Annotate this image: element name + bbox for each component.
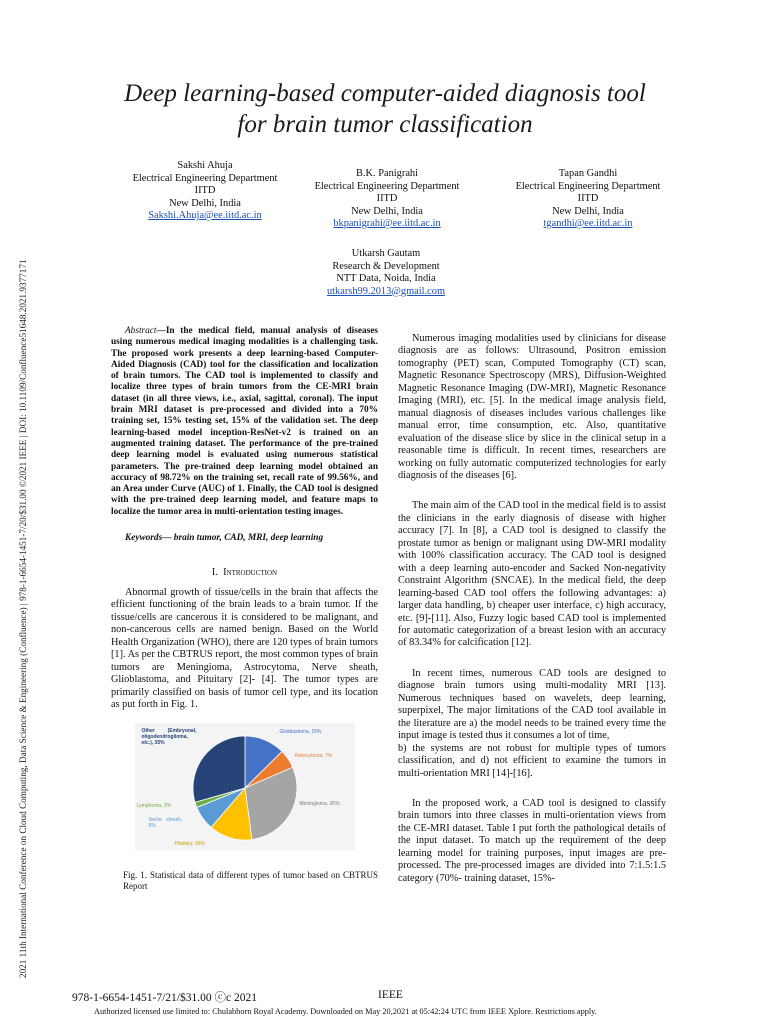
abstract-text: —In the medical field, manual analysis of diseases using numerous medical imaging modalities is a challenging task. The proposed work presents a deep learning-based Computer-Aided Diagnosis (CAD) tool for the classification and localization of brain tumors. The CAD tool is implemented to classify and localize three types of brain tumors from the CE-MRI brain dataset (in all three views, i.e., axial, sagittal, coronal). The input brain MRI dataset is pre-processed and divided into a 70% training set, 15% testing set, 15% of the validation set. The deep learning-based model inception-ResNet-v2 is trained on an augmented training dataset. The performance of the pre-trained deep learning model is evaluated using numerous statistical parameters. The pre-trained deep learning model obtained an accuracy of 98.72% on the training set, recall rate of 99.56%, and an Area under Curve (AUC) of 1. Finally, the CAD tool is designed with the pre-trained deep learning model, and feature maps to localize the tumor area in multi-orientation testing images.: [111, 326, 378, 517]
author-block-2: [277, 168, 497, 231]
author-org: IITD: [577, 193, 599, 204]
section-heading-introduction: [111, 567, 378, 579]
keywords: Keywords— brain tumor, CAD, MRI, deep learning: [125, 533, 324, 544]
pie-label-meningioma: Meningioma, 35%: [299, 801, 340, 808]
section-title: Introduction: [223, 566, 278, 578]
pie-label-astrocytoma: Astrocytoma, 7%: [294, 753, 333, 760]
figure-1-pie-chart: [135, 723, 355, 850]
author-org: IITD: [376, 193, 398, 204]
author-email-link[interactable]: bkpanigrahi@ee.iitd.ac.in: [333, 218, 441, 229]
pie-label-glioblastoma: Glioblastoma, 15%: [279, 729, 322, 736]
pie-label-nerve-sheath: Nerve sheath, 9%: [148, 817, 183, 830]
author-dept: Research & Development: [332, 260, 440, 272]
author-location: New Delhi, India: [169, 197, 241, 209]
right-paragraph-4: In the proposed work, a CAD tool is designed to classify brain tumors into three classes in multi-orientation views from the CE-MRI dataset. Table I put forth the pathological details of the input dataset. To match up the requirement of the deep learning model for training purposes, input images are pre-processed. The pre-processed images are divided into 7:1.5:1.5 category (70%- training dataset, 15%-: [398, 797, 666, 884]
author-location: New Delhi, India: [351, 205, 423, 217]
right-column: [398, 333, 666, 885]
footer-isbn: 978-1-6654-1451-7/21/$31.00 ⓒc 2021: [72, 992, 257, 1004]
right-paragraph-3b: b) the systems are not robust for multiple types of tumors classification, and d) not efficient to examine the tumors in multi-orientation MRI [14]-[16].: [398, 742, 666, 779]
right-paragraph-3: In recent times, numerous CAD tools are designed to diagnose brain tumors using multi-modality MRI [13]. Numerous techniques based on wavelets, deep learning, superpixel, The major limitations of the CAD tool available in the literature are a) the model needs to be trained every time the input image is tested thus it consumes a lot of time,: [398, 667, 666, 742]
paper-title: [80, 78, 690, 140]
author-block-3: [478, 168, 698, 231]
footer-ieee: IEEE: [378, 989, 403, 1001]
author-name: Utkarsh Gautam: [351, 248, 421, 259]
abstract-label: Abstract: [125, 326, 157, 336]
left-column: [111, 326, 378, 891]
author-dept: Electrical Engineering Department: [132, 172, 278, 184]
author-org: NTT Data, Noida, India: [336, 273, 436, 284]
author-dept: Electrical Engineering Department: [314, 180, 460, 192]
author-name: Sakshi Ahuja: [177, 160, 233, 171]
right-paragraph-2: The main aim of the CAD tool in the medical field is to assist the clinicians in the early diagnosis of disease with higher accuracy [7]. In [8], a CAD tool is designed to classify the prostate tumor as benign or malignant using DW-MRI modality with 100% classification accuracy. The CAD tool is designed with a deep learning auto-encoder and Sacked Non-negativity Constraint Algorithm (SNCAE). In the medical field, the deep learning-based CAD tool offers the following advantages: a) larger data handling, b) cheaper user interface, c) high accuracy, etc. [9]-[11]. Also, Fuzzy logic based CAD tool is implemented for automatic categorization of a breast lesion with an accuracy of 83.34% for calcification [12].: [398, 500, 666, 649]
author-block-4: [276, 248, 496, 298]
section-number: I.: [211, 566, 218, 578]
figure-1-caption: Fig. 1. Statistical data of different types of tumor based on CBTRUS Report: [123, 870, 378, 891]
abstract: [111, 326, 378, 518]
author-email-link[interactable]: tgandhi@ee.iitd.ac.in: [543, 218, 633, 229]
author-email-link[interactable]: Sakshi.Ahuja@ee.iitd.ac.in: [148, 210, 262, 221]
author-email-link[interactable]: utkarsh99.2013@gmail.com: [326, 285, 446, 297]
pie-label-lymphoma: Lymphoma, 2%: [136, 803, 172, 810]
author-dept: Electrical Engineering Department: [515, 180, 661, 192]
title-line-2: for brain tumor classification: [237, 111, 533, 138]
author-location: New Delhi, India: [552, 205, 624, 217]
author-org: IITD: [194, 185, 216, 196]
author-name: Tapan Gandhi: [558, 168, 618, 179]
pie-label-other: Other (Embryonal, oligodendroglioma, etc.), 35%: [141, 728, 197, 747]
footer-license: Authorized licensed use limited to: Chulabhorn Royal Academy. Downloaded on May 20,2021 at 05:42:24 UTC from IEEE Xplore. Restrictions apply.: [94, 1007, 597, 1016]
conference-side-text: 2021 11th International Conference on Cloud Computing, Data Science & Engineering (Confluence) | 978-1-6654-1451-7/20/$31.00 ©2021 IEEE | DOI: 10.1109/Confluence51648.2021.9377171: [18, 259, 28, 978]
intro-paragraph-1: Abnormal growth of tissue/cells in the brain that affects the efficient functioning of the brain leads to a brain tumor. If the tissue/cells are cancerous it is considered to be malignant, and non-cancerous cells are named benign. Based on the World Health Organization (WHO), there are 120 types of brain tumors [1]. As per the CBTRUS report, the most common types of brain tumors are Meningioma, Astrocytoma, Nerve sheath, Glioblastoma, and Pituitary [2]- [4]. The tumor types are primarily classified on basis of tumor cell type, and its location as put forth in Fig. 1.: [111, 586, 378, 711]
right-paragraph-1: Numerous imaging modalities used by clinicians for disease diagnosis are as follows: Ultrasound, Positron emission tomography (PET) scan, Computed Tomography (CT) scan, Magnetic Resonance Spectroscopy (MRS), Diffusion-Weighted Magnetic Resonance Imaging (DW-MRI), Magnetic Resonance Imaging (MRI), etc. [5]. In the medical image analysis field, manual diagnosis of diseases includes various challenges like manual error, time consumption, etc. Also, quantitative evaluation of the disease slice by slice in the clinical setup in a reasonable time is difficult. In recent times, researchers are working on fully automatic computerized technologies for early diagnosis of the diseases [6].: [398, 333, 666, 481]
author-name: B.K. Panigrahi: [355, 168, 419, 179]
pie-label-pituitary: Pituitary, 16%: [174, 841, 205, 848]
title-line-1: Deep learning-based computer-aided diagnosis tool: [124, 80, 646, 107]
